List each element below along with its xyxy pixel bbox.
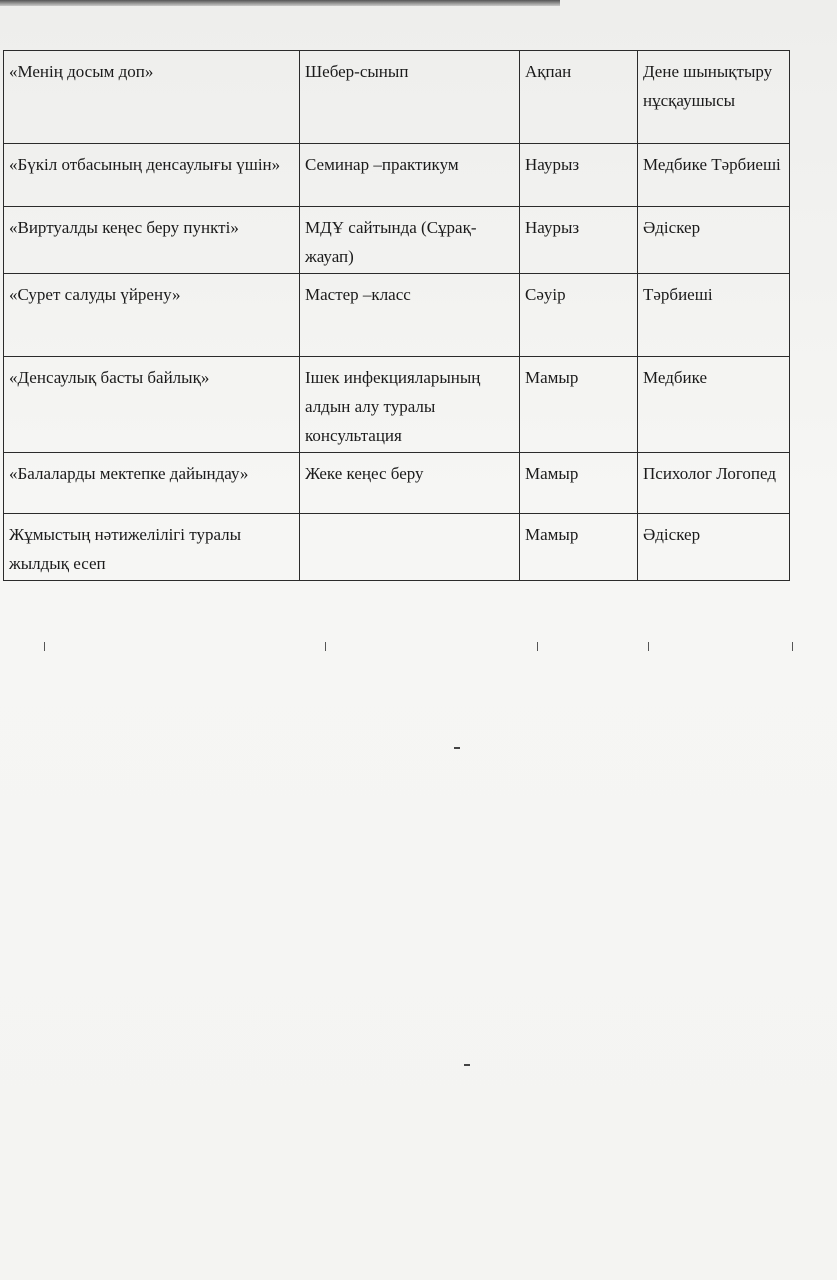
responsible-cell: Медбике (638, 357, 790, 453)
form-cell: Семинар –практикум (300, 144, 520, 207)
events-table (3, 50, 790, 581)
responsible-cell: Медбике Тәрбиеші (638, 144, 790, 207)
event-cell: «Сурет салуды үйрену» (4, 274, 300, 357)
tick-mark (44, 642, 45, 651)
form-cell: Ішек инфекцияларының алдын алу туралы консультация (300, 357, 520, 453)
page-top-shadow (0, 0, 560, 6)
event-cell: Жұмыстың нәтижелілігі туралы жылдық есеп (4, 514, 300, 581)
form-cell (300, 514, 520, 581)
tick-mark (792, 642, 793, 651)
table-row (4, 144, 790, 207)
table-row (4, 453, 790, 514)
tick-mark (648, 642, 649, 651)
month-cell: Мамыр (520, 357, 638, 453)
table-row (4, 357, 790, 453)
responsible-cell: Дене шынықтыру нұсқаушысы (638, 51, 790, 144)
scan-mark (464, 1064, 470, 1066)
tick-mark (325, 642, 326, 651)
table-row (4, 51, 790, 144)
form-cell: МДҰ сайтында (Сұрақ-жауап) (300, 207, 520, 274)
form-cell: Жеке кеңес беру (300, 453, 520, 514)
event-cell: «Менің досым доп» (4, 51, 300, 144)
form-cell: Мастер –класс (300, 274, 520, 357)
event-cell: «Бүкіл отбасының денсаулығы үшін» (4, 144, 300, 207)
column-tick-marks (0, 642, 837, 656)
event-cell: «Балаларды мектепке дайындау» (4, 453, 300, 514)
month-cell: Наурыз (520, 144, 638, 207)
table-row (4, 207, 790, 274)
table-row (4, 274, 790, 357)
month-cell: Наурыз (520, 207, 638, 274)
event-cell: «Виртуалды кеңес беру пункті» (4, 207, 300, 274)
responsible-cell: Тәрбиеші (638, 274, 790, 357)
responsible-cell: Психолог Логопед (638, 453, 790, 514)
month-cell: Ақпан (520, 51, 638, 144)
table-row (4, 514, 790, 581)
scan-mark (454, 747, 460, 749)
month-cell: Мамыр (520, 453, 638, 514)
responsible-cell: Әдіскер (638, 207, 790, 274)
responsible-cell: Әдіскер (638, 514, 790, 581)
tick-mark (537, 642, 538, 651)
event-cell: «Денсаулық басты байлық» (4, 357, 300, 453)
month-cell: Мамыр (520, 514, 638, 581)
month-cell: Сәуір (520, 274, 638, 357)
form-cell: Шебер-сынып (300, 51, 520, 144)
